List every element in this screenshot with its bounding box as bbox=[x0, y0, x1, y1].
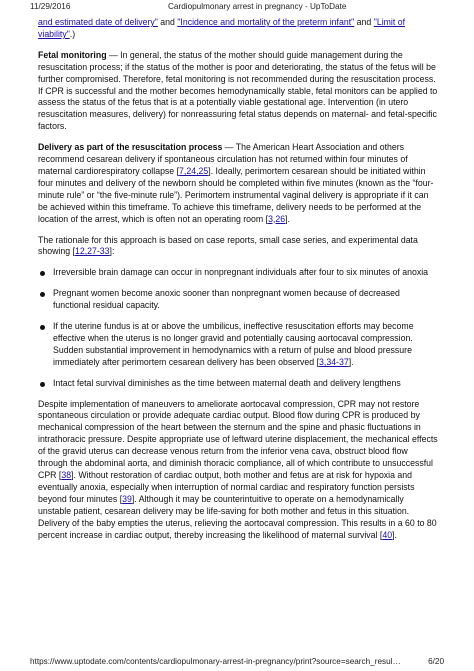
list-item: If the uterine fundus is at or above the umbilicus, ineffective resuscitation efforts may become effective when the uterus is no longer gravid and potentially causing aortocaval compression. Sudden substantial improvement in hemodynamics with a return of pulse and blood pressure immediately after perimortem cesarean delivery has been observed [3,34-37]. bbox=[38, 321, 438, 369]
page-url: https://www.uptodate.com/contents/cardiopulmonary-arrest-in-pregnancy/print?source=search_resul… bbox=[30, 657, 401, 666]
delivery-paragraph: Delivery as part of the resuscitation process — The American Heart Association and others recommend cesarean delivery if spontaneous circulation has not returned within four minutes of maternal cardiorespiratory collapse [7,24,25]. Ideally, perimortem cesarean should be initiated within four minutes and delivery of the newborn should be completed within five minutes (known as the “four-minute rule” or “the five-minute rule”). Perimortem instrumental vaginal delivery is appropriate if it can be achieved within this timeframe. To achieve this timeframe, delivery needs to be performed at the location of the arrest, which is often not an operating room [3,26]. bbox=[38, 142, 434, 224]
print-date: 11/29/2016 bbox=[30, 2, 71, 11]
link-incidence-mortality-preterm[interactable]: "Incidence and mortality of the preterm infant" bbox=[177, 17, 355, 27]
list-item: Intact fetal survival diminishes as the time between maternal death and delivery lengthens bbox=[38, 378, 438, 390]
article-body bbox=[38, 17, 438, 550]
reference-link[interactable]: 38 bbox=[61, 470, 72, 480]
list-item: Pregnant women become anoxic sooner than nonpregnant women because of decreased functional residual capacity. bbox=[38, 288, 438, 312]
link-limit-of-viability[interactable]: "Limit of viability" bbox=[38, 17, 406, 39]
reference-link[interactable]: 3,26 bbox=[268, 213, 286, 224]
list-item: Irreversible brain damage can occur in nonpregnant individuals after four to six minutes of anoxia bbox=[38, 267, 438, 279]
bullet-icon bbox=[40, 292, 45, 297]
reference-link[interactable]: 39 bbox=[122, 493, 132, 504]
document-title: Cardiopulmonary arrest in pregnancy - UpToDate bbox=[168, 2, 347, 11]
fetal-monitoring-paragraph bbox=[38, 50, 438, 133]
fetal-monitoring-text: — In general, the status of the mother should guide management during the resuscitation process; if the status of the mother is poor and deteriorating, the status of the fetus will be further compromised. Therefore, fetal monitoring is not recommended during the resuscitation process. If CPR is successful and the mother becomes hemodynamically stable, fetal monitors can be applied to assess the status of the fetus that is at a potentially viable gestational age. Intervention (in utero resuscitation measures, delivery) for nonreassuring fetal status depends on maternal- and fetal-specific factors. bbox=[38, 49, 438, 132]
rationale-paragraph: The rationale for this approach is based on case reports, small case series, and experimental data showing [12,27-33]: bbox=[38, 234, 418, 257]
reference-link[interactable]: 12,27-33 bbox=[74, 246, 110, 257]
link-estimated-date-of-delivery[interactable]: and estimated date of delivery" bbox=[38, 17, 158, 27]
despite-paragraph: Despite implementation of maneuvers to ameliorate aortocaval compression, CPR may not restore spontaneous circulation or provide adequate cardiac output. Blood flow during CPR is produced by mechanical compression of the heart between the sternum and the spine and phasic fluctuations in intrathoracic pressure. Despite appropriate use of leftward uterine displacement, the mechanical effects of the gravid uterus can decrease venous return from the inferior vena cava, obstruct blood flow through the abdominal aorta, and diminish thoracic compliance, all of which contribute to unsuccessful CPR [38]. Without restoration of cardiac output, both mother and fetus are at risk for hypoxia and eventually anoxia, especially when interruption of normal cardiac and respiratory function persists beyond four minutes [39]. Although it may be counterintuitive to operate on a hemodynamically unstable patient, cesarean delivery may be life-saving for both mother and fetus in this situation. Delivery of the baby empties the uterus, relieving the aortocaval compression. This results in a 60 to 80 percent increase in cardiac output, thereby increasing the likelihood of maternal survival [40]. bbox=[38, 398, 438, 540]
bullet-icon bbox=[40, 382, 45, 387]
bullet-icon bbox=[40, 271, 45, 276]
fetal-monitoring-heading: Fetal monitoring bbox=[38, 49, 107, 60]
page-number: 6/20 bbox=[428, 657, 444, 666]
print-header bbox=[30, 2, 444, 14]
bullet-icon bbox=[40, 325, 45, 330]
rationale-list bbox=[38, 267, 438, 389]
print-footer bbox=[30, 657, 444, 669]
reference-link[interactable]: 40 bbox=[382, 529, 393, 540]
delivery-heading: Delivery as part of the resuscitation process bbox=[38, 142, 223, 153]
intro-paragraph: and estimated date of delivery" and "Incidence and mortality of the preterm infant" and "Limit of viability".) bbox=[38, 17, 406, 39]
reference-link[interactable]: 7,24,25 bbox=[179, 165, 209, 176]
reference-link[interactable]: 3,34-37 bbox=[319, 356, 349, 367]
